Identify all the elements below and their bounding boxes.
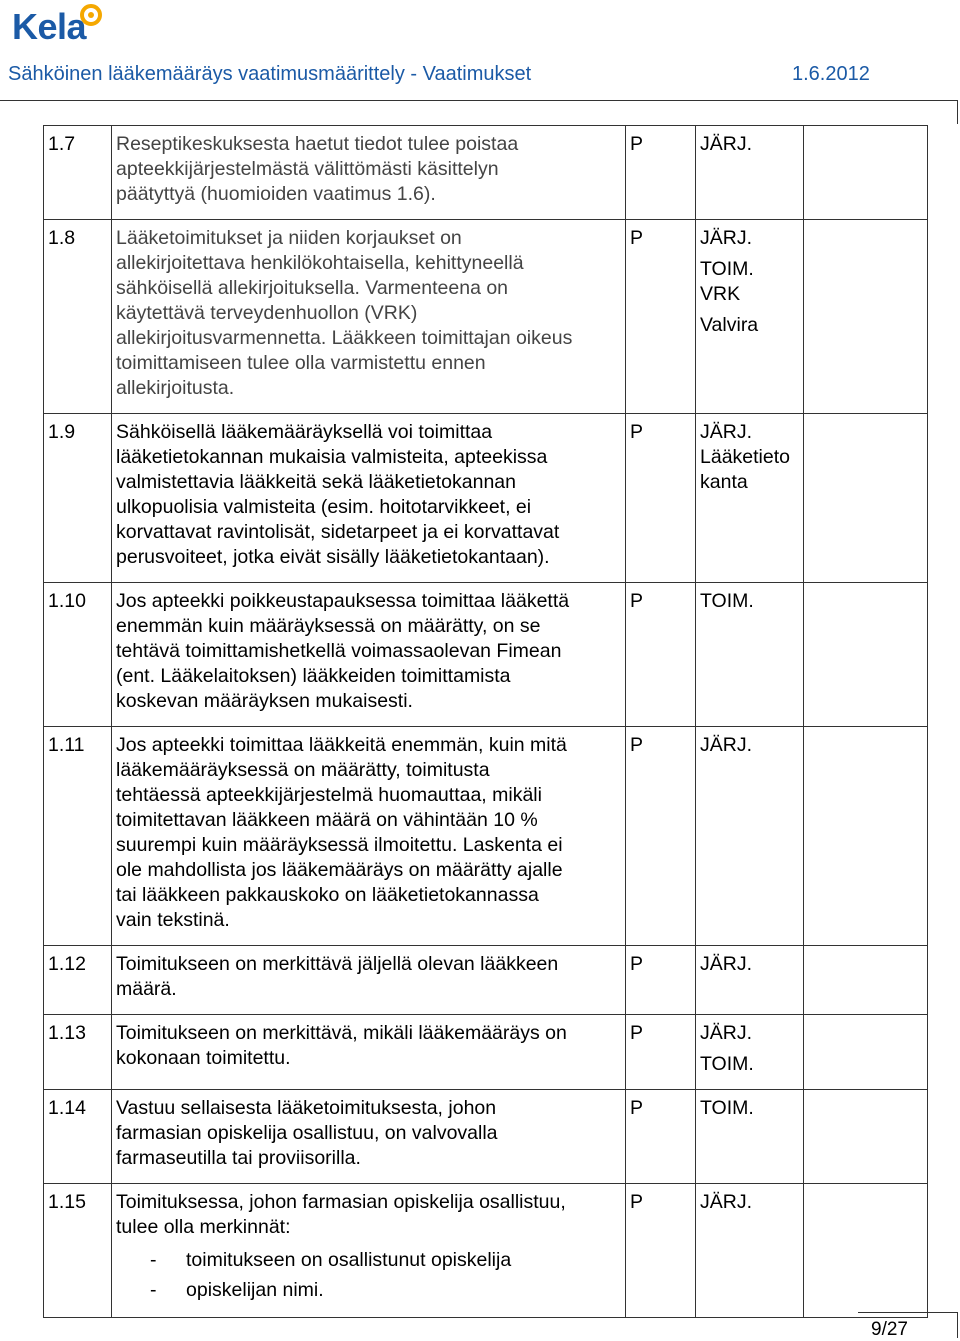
requirement-text-line: tai lääkkeen pakkauskoko on lääketietokannassa — [116, 884, 539, 906]
requirement-text-line: Sähköisellä lääkemääräyksellä voi toimittaa — [116, 421, 493, 443]
kela-logo — [12, 2, 102, 46]
requirement-priority: P — [626, 946, 696, 1015]
requirement-number: 1.10 — [44, 583, 112, 727]
requirement-responsible — [696, 727, 804, 946]
requirement-row — [44, 583, 928, 727]
requirement-priority: P — [626, 1184, 696, 1318]
requirement-text-line: toimitettavan lääkkeen määrä on vähintään 10 % — [116, 809, 538, 831]
requirement-text-line: lääketietokannan mukaisia valmisteita, apteekissa — [116, 446, 548, 468]
requirement-number: 1.12 — [44, 946, 112, 1015]
requirement-responsible — [696, 1090, 804, 1184]
header-divider — [0, 100, 958, 101]
requirement-priority: P — [626, 583, 696, 727]
responsible-party: TOIM. — [700, 1053, 754, 1075]
requirement-text-line: vain tekstinä. — [116, 909, 230, 931]
requirement-priority: P — [626, 1015, 696, 1090]
requirement-text-line: Lääketoimitukset ja niiden korjaukset on — [116, 227, 462, 249]
requirement-notes-cell — [804, 220, 928, 414]
responsible-party: kanta — [700, 471, 748, 493]
requirement-text-line: sähköisellä allekirjoituksella. Varmenteena on — [116, 277, 509, 299]
responsible-party: JÄRJ. — [700, 421, 753, 443]
logo-sun-icon — [78, 2, 104, 28]
bullet-marker: - — [150, 1249, 157, 1271]
requirement-bullet-item — [116, 1245, 623, 1275]
requirement-text-line: Toimitukseen on merkittävä, mikäli lääkemääräys on — [116, 1022, 567, 1044]
requirement-text-line: määrä. — [116, 978, 177, 1000]
requirement-text-line: suurempi kuin määräyksessä ilmoitettu. Laskenta ei — [116, 834, 563, 856]
requirement-row — [44, 126, 928, 220]
requirement-text — [112, 1090, 626, 1184]
requirement-responsible — [696, 126, 804, 220]
requirements-table — [43, 125, 928, 1318]
requirement-text-line: toimittamiseen tulee olla varmistettu ennen — [116, 352, 486, 374]
requirement-text — [112, 1015, 626, 1090]
requirement-text-line: tehtävä toimittamishetkellä voimassaolevan Fimean — [116, 640, 562, 662]
requirement-text-line: farmasian opiskelija osallistuu, on valvovalla — [116, 1122, 498, 1144]
requirement-text-line: allekirjoitusvarmennetta. Lääkkeen toimittajan oikeus — [116, 327, 573, 349]
requirement-text — [112, 946, 626, 1015]
requirement-text-line: apteekkijärjestelmästä välittömästi käsittelyn — [116, 158, 499, 180]
requirement-priority: P — [626, 414, 696, 583]
requirement-text-line: kokonaan toimitettu. — [116, 1047, 291, 1069]
requirement-text — [112, 1184, 626, 1318]
requirement-number: 1.9 — [44, 414, 112, 583]
requirement-text-line: Reseptikeskuksesta haetut tiedot tulee poistaa — [116, 133, 519, 155]
requirement-bullet-list — [116, 1245, 623, 1305]
requirement-text-line: Jos apteekki toimittaa lääkkeitä enemmän, kuin mitä — [116, 734, 567, 756]
requirement-text-line: ulkopuolisia valmisteita (esim. hoitotarvikkeet, ei — [116, 496, 532, 518]
requirement-text — [112, 727, 626, 946]
responsible-party: JÄRJ. — [700, 734, 753, 756]
requirement-text — [112, 126, 626, 220]
responsible-party: Lääketieto — [700, 446, 790, 468]
responsible-party: TOIM. — [700, 1097, 754, 1119]
responsible-party: Valvira — [700, 314, 759, 336]
requirement-notes-cell — [804, 126, 928, 220]
document-title: Sähköinen lääkemääräys vaatimusmäärittely - Vaatimukset — [8, 63, 532, 85]
requirement-priority: P — [626, 1090, 696, 1184]
requirement-priority: P — [626, 727, 696, 946]
requirement-notes-cell — [804, 727, 928, 946]
requirement-text-line: allekirjoitusta. — [116, 377, 235, 399]
requirement-text-line: korvattavat ravintolisät, sidetarpeet ja ei korvattavat — [116, 521, 560, 543]
requirement-text-line: tehtäessä apteekkijärjestelmä huomauttaa, mikäli — [116, 784, 542, 806]
responsible-party: JÄRJ. — [700, 1191, 753, 1213]
requirement-text — [112, 583, 626, 727]
requirement-row — [44, 1090, 928, 1184]
requirement-number: 1.15 — [44, 1184, 112, 1318]
requirement-text-line: käytettävä terveydenhuollon (VRK) — [116, 302, 418, 324]
bullet-text: toimitukseen on osallistunut opiskelija — [186, 1249, 512, 1271]
responsible-party: JÄRJ. — [700, 953, 753, 975]
requirement-text — [112, 414, 626, 583]
header-divider-end — [957, 100, 958, 124]
requirement-row — [44, 946, 928, 1015]
responsible-party: VRK — [700, 283, 741, 305]
footer-box-side — [957, 1312, 958, 1338]
requirement-row — [44, 220, 928, 414]
requirement-bullet-item — [116, 1275, 623, 1305]
requirement-responsible — [696, 946, 804, 1015]
requirement-priority: P — [626, 126, 696, 220]
bullet-text: opiskelijan nimi. — [186, 1279, 324, 1301]
requirement-row — [44, 1015, 928, 1090]
responsible-party: JÄRJ. — [700, 227, 753, 249]
requirement-text-line: Toimitukseen on merkittävä jäljellä olevan lääkkeen — [116, 953, 559, 975]
requirement-text-line: koskevan määräyksen mukaisesti. — [116, 690, 413, 712]
requirement-notes-cell — [804, 414, 928, 583]
responsible-party: JÄRJ. — [700, 133, 753, 155]
requirement-notes-cell — [804, 1090, 928, 1184]
bullet-marker: - — [150, 1279, 157, 1301]
requirement-responsible — [696, 1015, 804, 1090]
requirement-text-line: Jos apteekki poikkeustapauksessa toimittaa lääkettä — [116, 590, 570, 612]
requirement-responsible — [696, 220, 804, 414]
requirement-responsible — [696, 583, 804, 727]
footer-box-top — [858, 1312, 957, 1313]
requirement-text-line: enemmän kuin määräyksessä on määrätty, on se — [116, 615, 541, 637]
requirement-row — [44, 1184, 928, 1318]
requirement-priority: P — [626, 220, 696, 414]
requirement-notes-cell — [804, 1015, 928, 1090]
requirement-responsible — [696, 414, 804, 583]
requirement-text-line: Vastuu sellaisesta lääketoimituksesta, johon — [116, 1097, 497, 1119]
requirement-number: 1.11 — [44, 727, 112, 946]
requirement-responsible — [696, 1184, 804, 1318]
requirement-text-line: farmaseutilla tai proviisorilla. — [116, 1147, 361, 1169]
requirement-text-line: allekirjoitettava henkilökohtaisella, kehittyneellä — [116, 252, 524, 274]
requirement-text-line: lääkemääräyksessä on määrätty, toimitusta — [116, 759, 490, 781]
requirement-notes-cell — [804, 1184, 928, 1318]
requirement-text-line: valmistettavia lääkkeitä sekä lääketietokannan — [116, 471, 516, 493]
requirement-text-line: päätyttyä (huomioiden vaatimus 1.6). — [116, 183, 436, 205]
requirement-row — [44, 727, 928, 946]
requirement-number: 1.7 — [44, 126, 112, 220]
document-date: 1.6.2012 — [792, 63, 870, 85]
responsible-party: TOIM. — [700, 590, 754, 612]
requirement-text-line: (ent. Lääkelaitoksen) lääkkeiden toimittamista — [116, 665, 511, 687]
page-number: 9/27 — [871, 1319, 908, 1340]
logo-wordmark: Kela — [12, 6, 87, 47]
requirement-notes-cell — [804, 583, 928, 727]
requirement-text — [112, 220, 626, 414]
requirement-number: 1.13 — [44, 1015, 112, 1090]
requirement-text-line: tulee olla merkinnät: — [116, 1216, 291, 1238]
requirement-text-line: perusvoiteet, jotka eivät sisälly lääketietokantaan). — [116, 546, 550, 568]
responsible-party: JÄRJ. — [700, 1022, 753, 1044]
requirement-text-line: ole mahdollista jos lääkemääräys on määrätty ajalle — [116, 859, 563, 881]
requirement-number: 1.14 — [44, 1090, 112, 1184]
requirement-notes-cell — [804, 946, 928, 1015]
requirement-text-line: Toimituksessa, johon farmasian opiskelija osallistuu, — [116, 1191, 566, 1213]
requirement-number: 1.8 — [44, 220, 112, 414]
responsible-party: TOIM. — [700, 258, 754, 280]
requirement-row — [44, 414, 928, 583]
